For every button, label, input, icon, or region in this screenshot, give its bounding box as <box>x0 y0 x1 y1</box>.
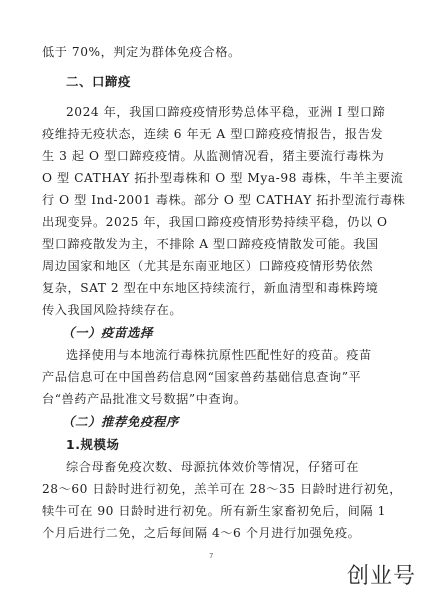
paragraph-line: 2024 年，我国口蹄疫疫情形势总体平稳，亚洲 I 型口蹄 <box>66 105 386 119</box>
paragraph-line: 周边国家和地区（尤其是东南亚地区）口蹄疫疫情形势依然 <box>42 259 374 273</box>
section-heading-fmd: 二、口蹄疫 <box>66 74 131 89</box>
paragraph-line: 28～60 日龄时进行初免，羔羊可在 28～35 日龄时进行初免， <box>42 482 402 496</box>
paragraph-line: 生 3 起 O 型口蹄疫疫情。从监测情况看，猪主要流行毒株为 <box>42 149 385 163</box>
subsection-heading-large-farms: 1.规模场 <box>66 437 120 452</box>
subsection-heading-immunization-schedule: （二）推荐免疫程序 <box>62 414 179 429</box>
paragraph-line: 综合母畜免疫次数、母源抗体效价等情况，仔猪可在 <box>66 460 359 474</box>
page-number: 7 <box>209 552 214 560</box>
paragraph-line: 复杂，SAT 2 型在中东地区持续流行，新血清型和毒株跨境 <box>42 281 379 295</box>
subsection-heading-vaccine-selection: （一）疫苗选择 <box>62 325 153 340</box>
paragraph-line: 疫维持无疫状态，连续 6 年无 A 型口蹄疫疫情报告，报告发 <box>42 127 384 141</box>
paragraph-line: O 型 CATHAY 拓扑型毒株和 O 型 Mya-98 毒株，牛羊主要流 <box>42 171 404 185</box>
paragraph-line: 选择使用与本地流行毒株抗原性匹配性好的疫苗。疫苗 <box>66 348 372 362</box>
paragraph-line: 台“兽药产品批准文号数据”中查询。 <box>42 392 247 406</box>
watermark: 创业号 <box>346 564 416 589</box>
paragraph-line: 产品信息可在中国兽药信息网“国家兽药基础信息查询”平 <box>42 370 362 384</box>
paragraph-line: 出现变异。2025 年，我国口蹄疫疫情形势持续平稳，仍以 O <box>42 215 388 229</box>
paragraph-line: 传入我国风险持续存在。 <box>42 303 183 317</box>
paragraph-line: 行 O 型 Ind-2001 毒株。部分 O 型 CATHAY 拓扑型流行毒株 <box>42 193 406 207</box>
paragraph-line: 个月后进行二免，之后每间隔 4～6 个月进行加强免疫。 <box>42 526 361 540</box>
text-line: 低于 70%，判定为群体免疫合格。 <box>42 45 241 59</box>
paragraph-line: 型口蹄疫散发为主，不排除 A 型口蹄疫疫情散发可能。我国 <box>42 237 379 251</box>
paragraph-line: 犊牛可在 90 日龄时进行初免。所有新生家畜初免后，间隔 1 <box>42 504 386 518</box>
